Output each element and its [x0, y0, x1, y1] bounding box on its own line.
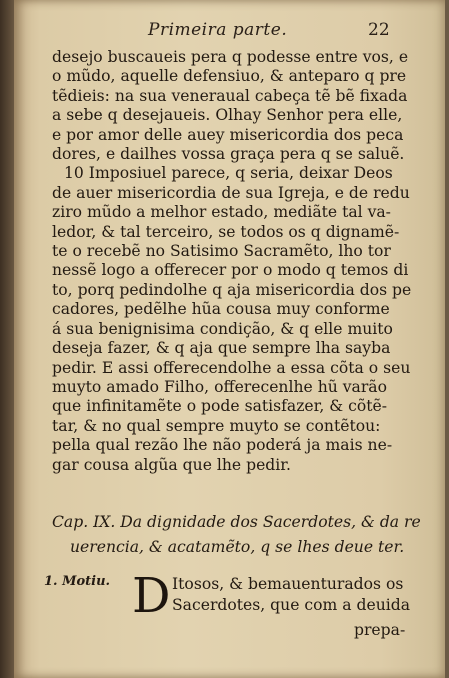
chapter-heading-line: Cap. IX. Da dignidade dos Sacerdotes, & da re [52, 513, 421, 531]
text-line: desejo buscaueis pera q podesse entre vos, e [52, 48, 409, 66]
chapter-heading-line: uerencia, & acatamẽto, q se lhes deue ter. [70, 538, 405, 556]
text-line: gar cousa algũa que lhe pedir. [52, 455, 291, 474]
text-line: to, porq pedindolhe q aja misericordia dos pe [52, 280, 412, 299]
text-line: ledor, & tal terceiro, se todos os q dignamẽ- [52, 222, 400, 241]
text-line: o mũdo, aquelle defensiuo, & anteparo q pre [52, 67, 407, 86]
chapter-heading [52, 510, 437, 560]
text-line: te o recebẽ no Satisimo Sacramẽto, lho tor [52, 242, 391, 261]
text-line: de auer misericordia de sua Igreja, e de redu [52, 183, 410, 202]
text-line: pella qual rezão lhe não poderá ja mais ne- [52, 436, 393, 455]
text-line: cadores, pedẽlhe hũa cousa muy conforme [52, 300, 390, 319]
text-line: a sebe q desejaueis. Olhay Senhor pera elle, [52, 106, 403, 125]
text-line: ziro mũdo a melhor estado, mediãte tal va- [52, 203, 391, 222]
section-line: Sacerdotes, que com a deuida [172, 596, 411, 614]
text-line: muyto amado Filho, offerecenlhe hũ varão [52, 377, 387, 396]
section-line: Itosos, & bemauenturados os [172, 575, 404, 593]
text-line: deseja fazer, & q aja que sempre lha sayba [52, 339, 391, 358]
running-head: Primeira parte. [148, 20, 288, 40]
page-number: 22 [368, 20, 390, 40]
margin-note: 1. Motiu. [44, 574, 111, 589]
paragraph-number-line: 10 Imposiuel parece, q seria, deixar Deos [64, 164, 393, 183]
text-line: tẽdieis: na sua veneraual cabeça tẽ bẽ fixada [52, 86, 408, 105]
book-spine [0, 0, 14, 678]
drop-cap: D [132, 568, 171, 624]
catchword: prepa- [354, 621, 406, 639]
text-line: pedir. E assi offerecendolhe a essa cõta o seu [52, 358, 411, 377]
body-text [52, 48, 430, 475]
text-line: á sua benignisima condição, & q elle muito [52, 319, 393, 338]
book-page [14, 0, 445, 678]
text-line: que infinitamẽte o pode satisfazer, & cõtẽ- [52, 397, 388, 416]
text-line: tar, & no qual sempre muyto se contẽtou: [52, 416, 381, 435]
text-line: dores, e dailhes vossa graça pera q se saluẽ. [52, 145, 405, 164]
text-line: e por amor delle auey misericordia dos peca [52, 125, 404, 144]
page-header [14, 18, 445, 48]
text-line: nessẽ logo a offerecer por o modo q temos di [52, 261, 409, 280]
